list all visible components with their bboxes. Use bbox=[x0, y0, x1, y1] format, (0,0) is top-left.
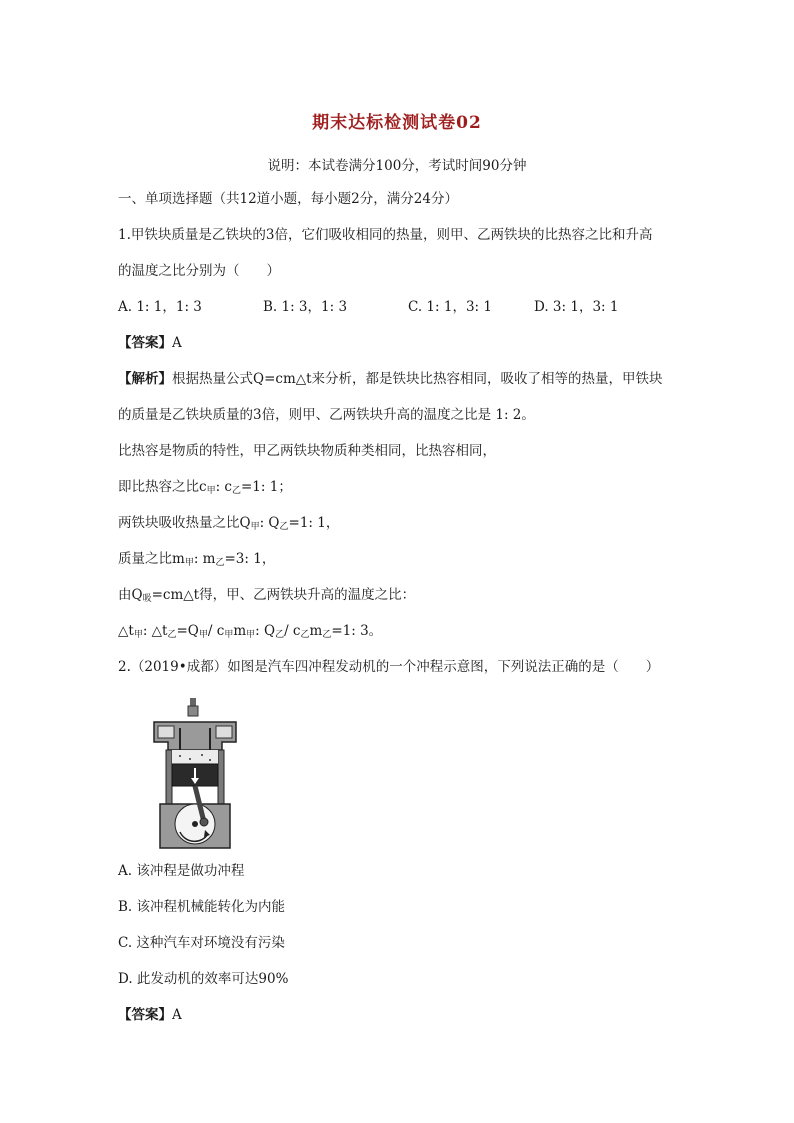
answer-label: 【答案】 bbox=[118, 1007, 172, 1023]
analysis-text: 根据热量公式Q=cm△t来分析，都是铁块比热容相同，吸收了相等的热量，甲铁块 bbox=[172, 371, 663, 387]
gas-dot bbox=[201, 754, 203, 756]
crank-pin bbox=[200, 818, 208, 826]
cylinder-wall-left bbox=[166, 750, 172, 804]
q1-analysis-line4 bbox=[118, 478, 292, 500]
text: : Q bbox=[259, 515, 280, 531]
subscript: 乙 bbox=[279, 522, 289, 532]
subscript: 甲 bbox=[184, 558, 194, 568]
text: m bbox=[309, 623, 323, 639]
q2-stem: 2.（2019•成都）如图是汽车四冲程发动机的一个冲程示意图，下列说法正确的是（ ） bbox=[118, 659, 660, 675]
q2-option-d: D. 此发动机的效率可达90% bbox=[118, 971, 289, 987]
subscript: 甲 bbox=[246, 630, 256, 640]
q1-analysis-line8 bbox=[118, 622, 382, 644]
q2-option-a: A. 该冲程是做功冲程 bbox=[118, 863, 245, 879]
q1-analysis-line3: 比热容是物质的特性，甲乙两铁块物质种类相同，比热容相同， bbox=[118, 443, 496, 459]
gas-dot bbox=[189, 758, 191, 760]
q1-options bbox=[118, 298, 618, 316]
q1-option-d: D. 3: 1，3: 1 bbox=[534, 299, 619, 315]
text: m bbox=[233, 623, 247, 639]
engine-stroke-diagram bbox=[150, 698, 240, 850]
text: / c bbox=[284, 623, 301, 639]
answer-value: A bbox=[172, 1007, 182, 1023]
spark-plug-top bbox=[190, 698, 196, 706]
combustion-chamber bbox=[172, 750, 218, 764]
text: =3: 1， bbox=[224, 551, 276, 567]
subscript: 甲 bbox=[133, 630, 143, 640]
q2-answer bbox=[118, 1006, 182, 1024]
exhaust-port bbox=[216, 726, 232, 738]
q1-answer bbox=[118, 334, 182, 352]
q1-analysis-line7 bbox=[118, 586, 415, 608]
subscript: 乙 bbox=[300, 630, 310, 640]
q1-stem-line2: 的温度之比分别为（ ） bbox=[118, 263, 280, 279]
text: : △t bbox=[142, 623, 168, 639]
text: : m bbox=[193, 551, 216, 567]
q1-option-c: C. 1: 1，3: 1 bbox=[408, 299, 492, 315]
subscript: 乙 bbox=[275, 630, 285, 640]
q1-analysis-line6 bbox=[118, 550, 275, 572]
answer-label: 【答案】 bbox=[118, 335, 172, 351]
text: 两铁块吸收热量之比Q bbox=[118, 515, 251, 531]
gas-dot bbox=[179, 755, 181, 757]
text: 即比热容之比c bbox=[118, 479, 207, 495]
cylinder-wall-right bbox=[218, 750, 224, 804]
exam-note: 说明：本试卷满分100分，考试时间90分钟 bbox=[267, 158, 527, 174]
subscript: 甲 bbox=[250, 522, 260, 532]
section-heading: 一、单项选择题（共12道小题，每小题2分，满分24分） bbox=[118, 191, 458, 207]
subscript: 乙 bbox=[231, 486, 241, 496]
q1-analysis-line2: 的质量是乙铁块质量的3倍，则甲、乙两铁块升高的温度之比是 1: 2。 bbox=[118, 407, 535, 423]
text: 由Q bbox=[118, 587, 143, 603]
spark-plug bbox=[188, 706, 198, 716]
subscript: 甲 bbox=[206, 486, 216, 496]
subscript: 乙 bbox=[215, 558, 225, 568]
subscript: 甲 bbox=[198, 630, 208, 640]
q1-analysis-line5 bbox=[118, 514, 339, 536]
text: =Q bbox=[176, 623, 199, 639]
q1-stem-line1: 1.甲铁块质量是乙铁块的3倍，它们吸收相同的热量，则甲、乙两铁块的比热容之比和升高 bbox=[118, 227, 653, 243]
text: =cm△t得，甲、乙两铁块升高的温度之比： bbox=[151, 587, 416, 603]
subscript: 乙 bbox=[322, 630, 332, 640]
q1-option-b: B. 1: 3，1: 3 bbox=[263, 299, 348, 315]
crankshaft bbox=[192, 821, 198, 827]
page-title: 期末达标检测试卷02 bbox=[312, 113, 482, 133]
q2-option-c: C. 这种汽车对环境没有污染 bbox=[118, 935, 285, 951]
text: =1: 1； bbox=[241, 479, 292, 495]
analysis-label: 【解析】 bbox=[118, 371, 172, 387]
text: △t bbox=[118, 623, 134, 639]
text: / c bbox=[207, 623, 225, 639]
text: : c bbox=[215, 479, 232, 495]
intake-port bbox=[158, 726, 174, 738]
q1-option-a: A. 1: 1，1: 3 bbox=[118, 299, 202, 315]
gas-dot bbox=[209, 759, 211, 761]
subscript: 乙 bbox=[167, 630, 177, 640]
q1-analysis-line1 bbox=[118, 370, 663, 388]
text: : Q bbox=[255, 623, 276, 639]
text: 质量之比m bbox=[118, 551, 185, 567]
text: =1: 3。 bbox=[331, 623, 383, 639]
subscript: 甲 bbox=[224, 630, 234, 640]
subscript: 吸 bbox=[142, 594, 152, 604]
q2-option-b: B. 该冲程机械能转化为内能 bbox=[118, 899, 286, 915]
text: =1: 1， bbox=[288, 515, 340, 531]
answer-value: A bbox=[172, 335, 182, 351]
